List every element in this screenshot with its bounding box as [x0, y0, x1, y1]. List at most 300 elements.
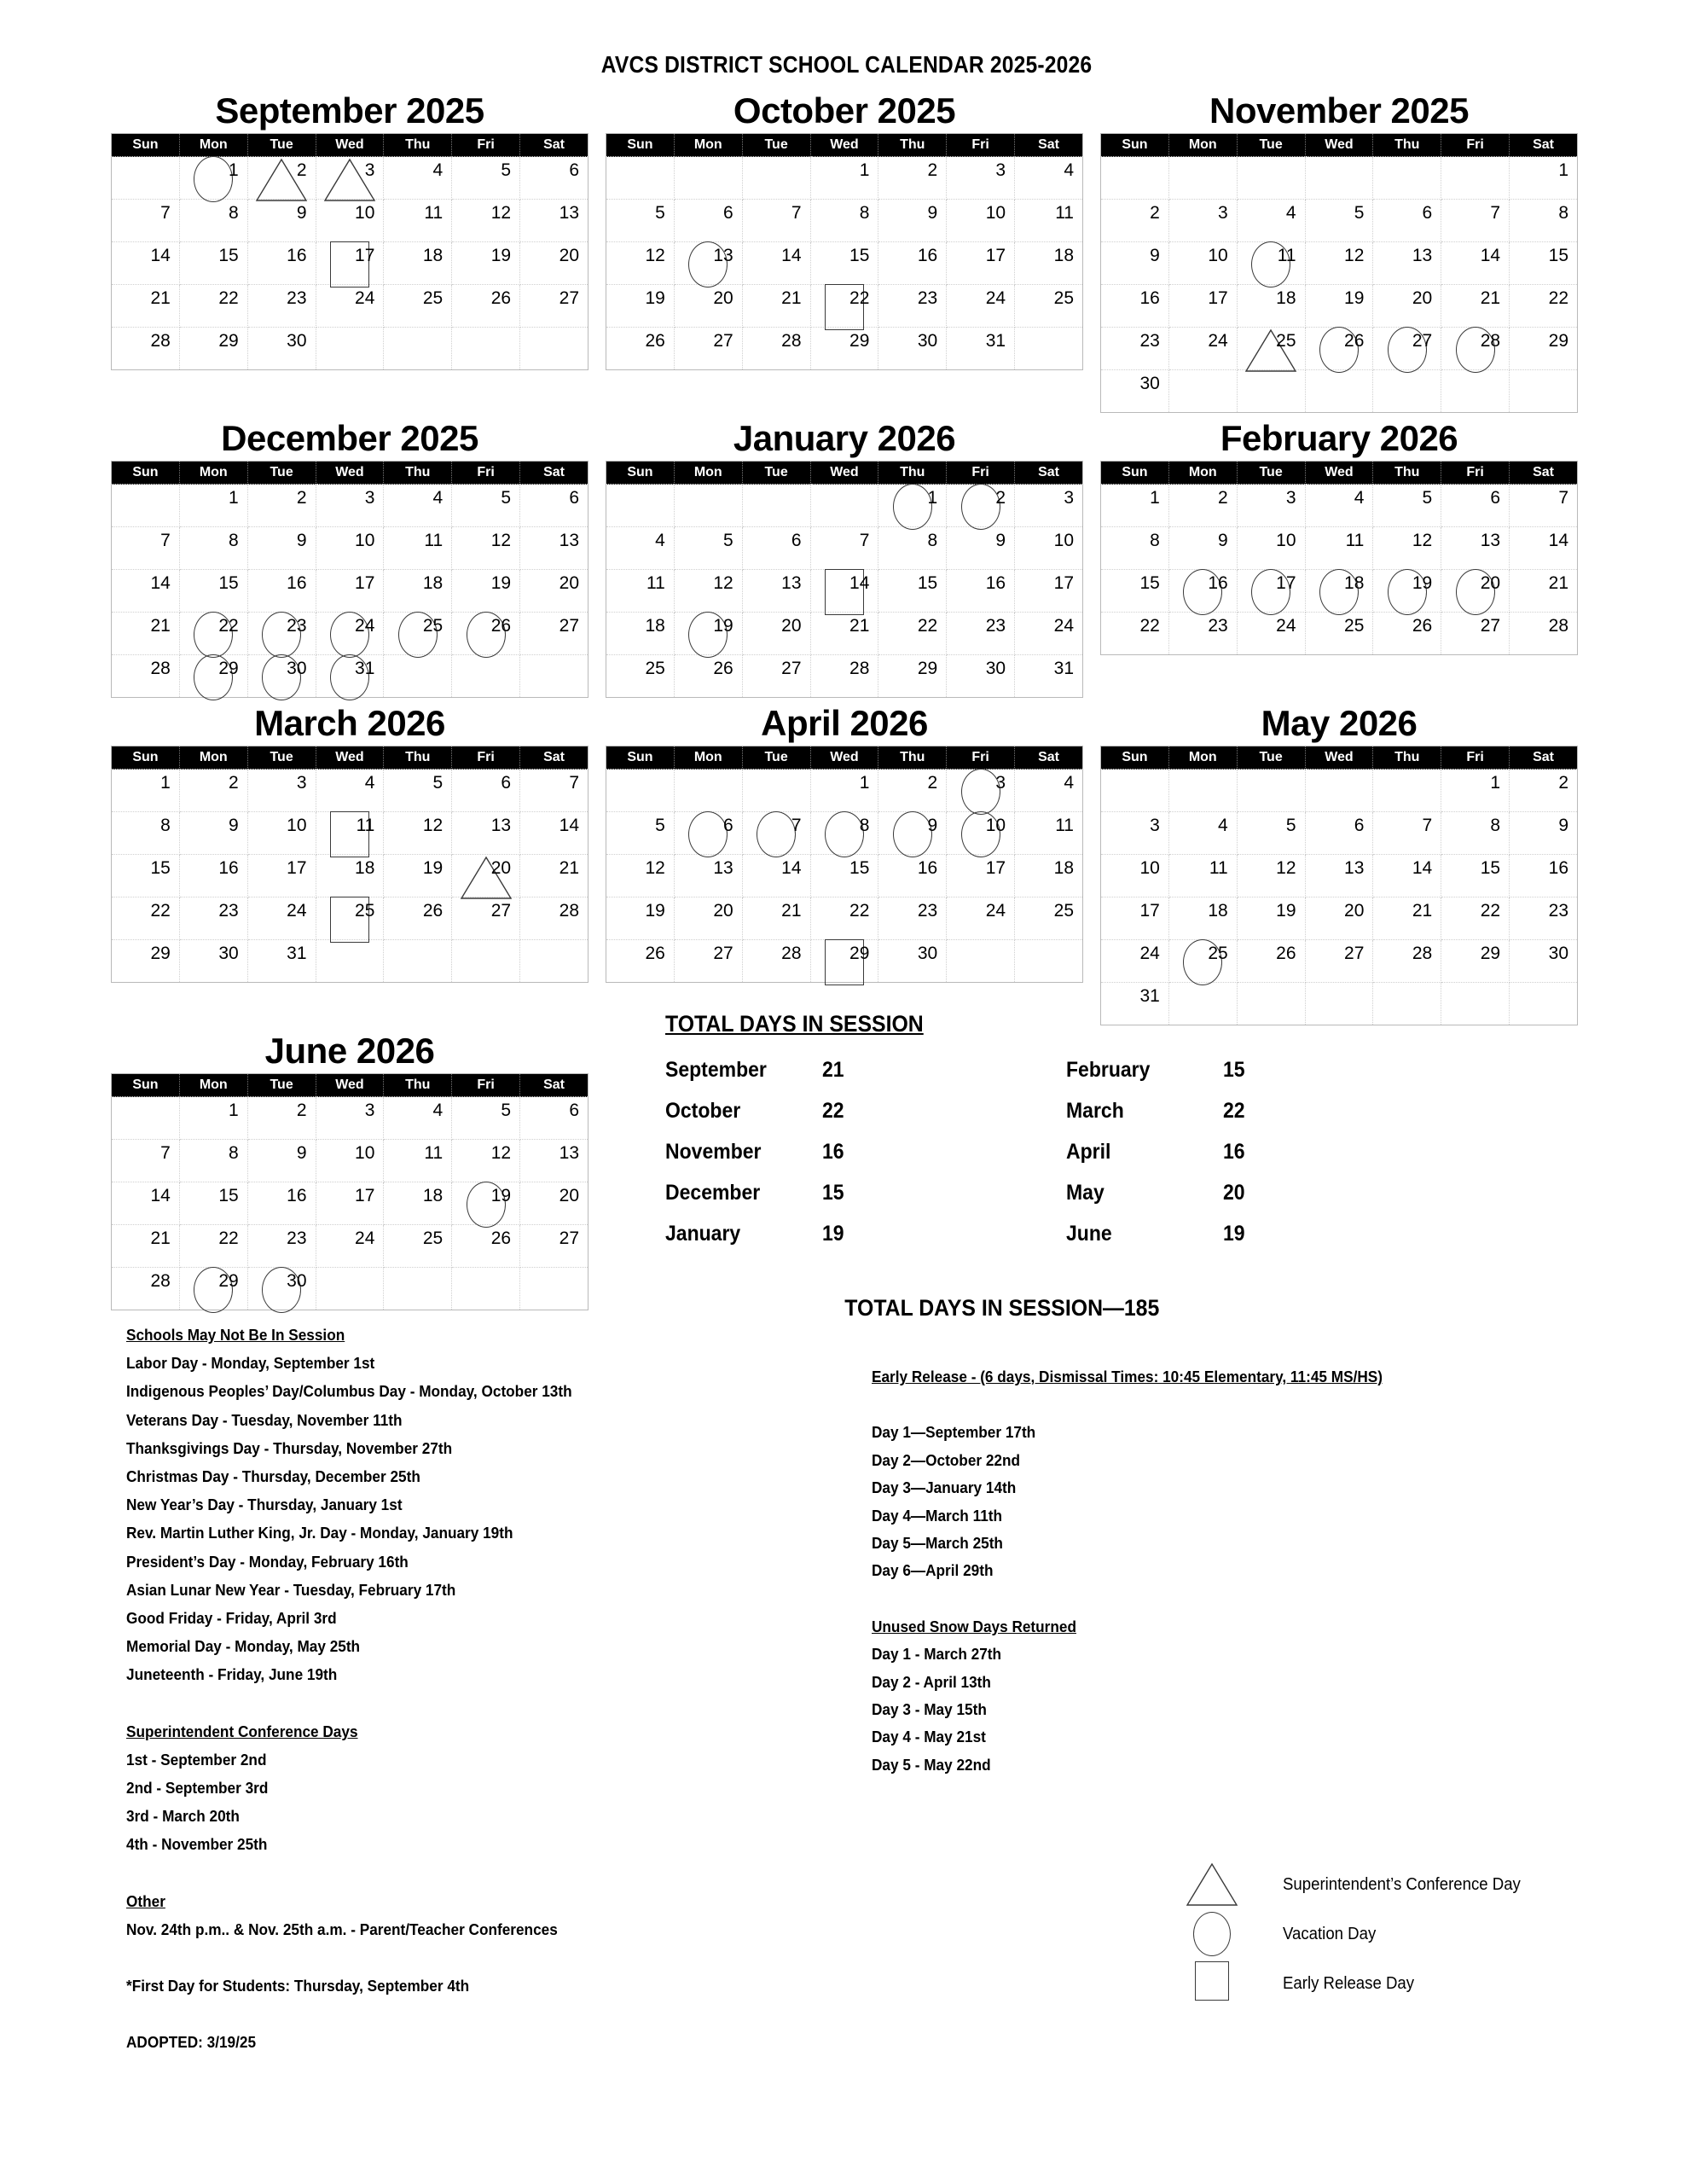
- day-number: 25: [355, 901, 375, 921]
- day-number: 10: [1276, 531, 1296, 550]
- day-cell: [1101, 485, 1169, 527]
- day-number: 29: [849, 331, 870, 351]
- day-number: 26: [1412, 616, 1433, 636]
- spacer: [126, 1943, 777, 1972]
- day-number: 27: [490, 901, 512, 921]
- day-number: 21: [849, 616, 870, 636]
- day-cell: [520, 812, 588, 855]
- empty-day-cell: [1373, 770, 1441, 812]
- month-title: May 2026: [1261, 703, 1418, 743]
- month-block: [1092, 90, 1586, 413]
- week-row: [1101, 940, 1578, 983]
- weekday-header-sat: Sat: [1015, 462, 1083, 485]
- vacation-day-circle-icon: [1186, 1912, 1238, 1956]
- day-cell: [606, 527, 675, 570]
- totals-day-count: 22: [1223, 1099, 1245, 1123]
- day-cell: [674, 570, 742, 613]
- day-cell: [742, 940, 810, 983]
- day-cell: [1441, 285, 1510, 328]
- day-number: 25: [1208, 944, 1228, 963]
- day-cell: [947, 242, 1015, 285]
- day-cell: [674, 812, 742, 855]
- day-number: 4: [655, 531, 665, 550]
- weekday-header-row: [606, 134, 1083, 157]
- week-row: [1101, 570, 1578, 613]
- day-number: 23: [985, 616, 1006, 636]
- totals-row: [1066, 1172, 1404, 1213]
- day-number: 16: [917, 858, 938, 878]
- day-number: 20: [1344, 901, 1365, 921]
- day-cell: [1510, 527, 1578, 570]
- day-cell: [742, 328, 810, 370]
- day-number: 2: [296, 160, 307, 180]
- day-cell: [247, 655, 316, 698]
- day-cell: [520, 157, 588, 200]
- week-row: [606, 770, 1083, 812]
- day-cell: [1510, 897, 1578, 940]
- weekday-header-thu: Thu: [384, 134, 452, 157]
- day-cell: [384, 897, 452, 940]
- totals-row: [1066, 1131, 1404, 1172]
- day-cell: [606, 570, 675, 613]
- day-number: 20: [559, 246, 579, 265]
- day-cell: [316, 1140, 384, 1182]
- day-number: 30: [985, 659, 1006, 678]
- empty-day-cell: [452, 1268, 520, 1310]
- day-cell: [1168, 328, 1237, 370]
- day-cell: [947, 855, 1015, 897]
- day-number: 19: [490, 573, 512, 593]
- week-row: [1101, 285, 1578, 328]
- day-number: 31: [287, 944, 307, 963]
- month-title: January 2026: [733, 418, 956, 458]
- day-number: 2: [1558, 773, 1568, 793]
- day-cell: [247, 1225, 316, 1268]
- day-number: 29: [218, 659, 239, 678]
- day-number: 9: [296, 1143, 307, 1163]
- day-cell: [1373, 285, 1441, 328]
- week-row: [112, 940, 588, 983]
- conference-days-heading: Superintendent Conference Days: [126, 1722, 358, 1740]
- day-number: 11: [424, 1143, 444, 1163]
- weekday-header-sat: Sat: [1510, 746, 1578, 770]
- weekday-header-wed: Wed: [316, 746, 384, 770]
- day-cell: [1015, 570, 1083, 613]
- weekday-header-sun: Sun: [606, 134, 675, 157]
- day-number: 12: [713, 573, 733, 593]
- day-cell: [179, 328, 247, 370]
- day-number: 13: [713, 858, 733, 878]
- week-row: [1101, 485, 1578, 527]
- weekday-header-thu: Thu: [878, 746, 947, 770]
- day-number: 22: [1480, 901, 1501, 921]
- weekday-header-thu: Thu: [384, 746, 452, 770]
- day-cell: [674, 940, 742, 983]
- day-cell: [1441, 812, 1510, 855]
- day-cell: [452, 200, 520, 242]
- day-cell: [452, 1182, 520, 1225]
- day-cell: [384, 485, 452, 527]
- day-number: 15: [849, 858, 870, 878]
- day-cell: [1101, 897, 1169, 940]
- day-cell: [1441, 527, 1510, 570]
- month-table: [111, 133, 588, 370]
- day-number: 17: [1276, 573, 1296, 593]
- day-cell: [520, 242, 588, 285]
- weekday-header-mon: Mon: [179, 1074, 247, 1097]
- totals-row: [1066, 1090, 1404, 1131]
- weekday-header-mon: Mon: [179, 134, 247, 157]
- day-cell: [1510, 570, 1578, 613]
- empty-day-cell: [1237, 370, 1305, 413]
- weekday-header-sun: Sun: [112, 134, 180, 157]
- week-row: [606, 655, 1083, 698]
- month-title: December 2025: [221, 418, 478, 458]
- day-cell: [384, 613, 452, 655]
- week-row: [112, 1268, 588, 1310]
- day-cell: [1441, 242, 1510, 285]
- day-number: 5: [655, 203, 665, 223]
- day-cell: [112, 770, 180, 812]
- week-row: [112, 613, 588, 655]
- empty-day-cell: [674, 157, 742, 200]
- month-block: [102, 703, 597, 1025]
- early-release-day-square-icon: [1186, 1961, 1238, 2006]
- totals-columns: [665, 1049, 1433, 1254]
- day-cell: [742, 897, 810, 940]
- weekday-header-mon: Mon: [179, 746, 247, 770]
- weekday-header-row: [112, 134, 588, 157]
- day-cell: [878, 940, 947, 983]
- totals-month-label: November: [665, 1140, 762, 1164]
- week-row: [1101, 328, 1578, 370]
- day-cell: [1373, 527, 1441, 570]
- day-cell: [1510, 613, 1578, 655]
- empty-day-cell: [112, 1097, 180, 1140]
- empty-day-cell: [452, 940, 520, 983]
- legend-label: Vacation Day: [1283, 1924, 1377, 1943]
- snow-day-item: Day 4 - May 21st: [872, 1728, 986, 1746]
- day-number: 14: [559, 816, 579, 835]
- day-cell: [1373, 812, 1441, 855]
- day-number: 15: [1548, 246, 1568, 265]
- day-number: 4: [432, 1101, 444, 1120]
- day-cell: [384, 242, 452, 285]
- weekday-header-wed: Wed: [1305, 134, 1373, 157]
- day-number: 9: [1150, 246, 1160, 265]
- day-number: 3: [995, 773, 1006, 793]
- day-cell: [947, 485, 1015, 527]
- week-row: [112, 855, 588, 897]
- no-session-item: Indigenous Peoples’ Day/Columbus Day - Monday, October 13th: [126, 1382, 572, 1401]
- day-number: 27: [1344, 944, 1365, 963]
- day-cell: [947, 157, 1015, 200]
- empty-day-cell: [1015, 328, 1083, 370]
- day-cell: [878, 812, 947, 855]
- day-number: 11: [1209, 858, 1228, 878]
- day-cell: [1168, 200, 1237, 242]
- month-title: March 2026: [254, 703, 445, 743]
- empty-day-cell: [1373, 370, 1441, 413]
- day-cell: [452, 570, 520, 613]
- day-cell: [947, 285, 1015, 328]
- day-cell: [247, 1268, 316, 1310]
- day-number: 23: [218, 901, 239, 921]
- day-cell: [1441, 328, 1510, 370]
- day-number: 15: [849, 246, 870, 265]
- day-cell: [112, 200, 180, 242]
- week-row: [1101, 370, 1578, 413]
- week-row: [112, 157, 588, 200]
- empty-day-cell: [520, 655, 588, 698]
- day-number: 1: [229, 488, 239, 508]
- day-number: 12: [1412, 531, 1433, 550]
- day-number: 25: [1344, 616, 1365, 636]
- day-cell: [878, 570, 947, 613]
- day-cell: [947, 527, 1015, 570]
- day-number: 3: [1150, 816, 1160, 835]
- day-cell: [1101, 855, 1169, 897]
- day-number: 5: [501, 488, 512, 508]
- day-number: 22: [849, 288, 870, 308]
- day-cell: [1305, 812, 1373, 855]
- day-number: 11: [356, 816, 375, 835]
- empty-day-cell: [1305, 157, 1373, 200]
- weekday-header-sun: Sun: [112, 1074, 180, 1097]
- day-cell: [179, 200, 247, 242]
- day-cell: [1237, 328, 1305, 370]
- day-cell: [247, 613, 316, 655]
- no-session-item: Asian Lunar New Year - Tuesday, February 17th: [126, 1580, 456, 1599]
- day-number: 15: [1480, 858, 1501, 878]
- totals-row: [665, 1131, 1034, 1172]
- day-number: 28: [781, 331, 802, 351]
- day-number: 19: [490, 246, 512, 265]
- day-cell: [520, 1225, 588, 1268]
- day-number: 2: [296, 1101, 307, 1120]
- totals-row: [665, 1049, 1034, 1090]
- day-cell: [1510, 200, 1578, 242]
- week-row: [1101, 855, 1578, 897]
- day-number: 31: [985, 331, 1006, 351]
- month-block: [102, 1031, 597, 1310]
- early-release-item: Day 1—September 17th: [872, 1423, 1036, 1442]
- totals-day-count: 15: [822, 1181, 844, 1205]
- totals-column-right: [1066, 1049, 1433, 1254]
- day-cell: [1441, 770, 1510, 812]
- day-cell: [878, 242, 947, 285]
- day-cell: [247, 328, 316, 370]
- day-number: 24: [355, 1228, 375, 1248]
- month-title: October 2025: [733, 90, 956, 131]
- totals-month-label: June: [1066, 1222, 1112, 1246]
- day-cell: [1015, 285, 1083, 328]
- day-cell: [1237, 855, 1305, 897]
- empty-day-cell: [316, 940, 384, 983]
- early-release-heading: Early Release - (6 days, Dismissal Times: 10:45 Elementary, 11:45 MS/HS): [872, 1368, 1383, 1385]
- day-cell: [520, 570, 588, 613]
- empty-day-cell: [384, 328, 452, 370]
- day-cell: [179, 897, 247, 940]
- day-number: 28: [150, 659, 171, 678]
- day-cell: [1237, 570, 1305, 613]
- day-number: 16: [917, 246, 938, 265]
- day-cell: [1510, 770, 1578, 812]
- day-cell: [606, 285, 675, 328]
- empty-day-cell: [606, 770, 675, 812]
- day-cell: [520, 1182, 588, 1225]
- day-number: 16: [1208, 573, 1228, 593]
- weekday-header-thu: Thu: [384, 462, 452, 485]
- day-number: 1: [229, 160, 239, 180]
- conference-day-item: 4th - November 25th: [126, 1835, 268, 1854]
- day-number: 12: [1344, 246, 1365, 265]
- day-cell: [810, 897, 878, 940]
- week-row: [112, 655, 588, 698]
- day-number: 19: [713, 616, 733, 636]
- day-cell: [247, 570, 316, 613]
- day-cell: [247, 485, 316, 527]
- day-cell: [674, 897, 742, 940]
- day-cell: [179, 527, 247, 570]
- empty-day-cell: [1510, 983, 1578, 1025]
- day-number: 25: [645, 659, 665, 678]
- day-number: 25: [1053, 288, 1074, 308]
- day-number: 6: [1422, 203, 1433, 223]
- weekday-header-row: [1101, 134, 1578, 157]
- day-cell: [1168, 527, 1237, 570]
- day-number: 22: [917, 616, 938, 636]
- week-row: [606, 613, 1083, 655]
- totals-day-count: 21: [822, 1058, 844, 1082]
- weekday-header-mon: Mon: [1168, 134, 1237, 157]
- day-number: 11: [1277, 246, 1296, 265]
- empty-day-cell: [112, 157, 180, 200]
- day-number: 30: [287, 331, 307, 351]
- day-cell: [112, 1182, 180, 1225]
- day-cell: [316, 1225, 384, 1268]
- day-cell: [112, 1225, 180, 1268]
- day-number: 1: [859, 160, 870, 180]
- day-number: 8: [927, 531, 938, 550]
- day-number: 14: [150, 1186, 171, 1205]
- day-number: 27: [559, 616, 579, 636]
- day-cell: [1237, 200, 1305, 242]
- day-number: 4: [1354, 488, 1365, 508]
- day-number: 3: [1218, 203, 1228, 223]
- day-cell: [1441, 940, 1510, 983]
- weekday-header-thu: Thu: [878, 462, 947, 485]
- day-number: 2: [296, 488, 307, 508]
- week-row: [606, 200, 1083, 242]
- day-number: 23: [1208, 616, 1228, 636]
- day-number: 4: [1285, 203, 1296, 223]
- day-cell: [520, 200, 588, 242]
- week-row: [1101, 242, 1578, 285]
- day-number: 9: [1558, 816, 1568, 835]
- day-cell: [1015, 897, 1083, 940]
- day-number: 28: [559, 901, 579, 921]
- snow-day-item: Day 3 - May 15th: [872, 1700, 987, 1719]
- day-cell: [810, 527, 878, 570]
- day-cell: [606, 897, 675, 940]
- week-row: [1101, 157, 1578, 200]
- day-cell: [1168, 940, 1237, 983]
- day-number: 12: [645, 858, 665, 878]
- day-number: 29: [218, 331, 239, 351]
- day-cell: [674, 527, 742, 570]
- day-cell: [247, 940, 316, 983]
- day-number: 22: [849, 901, 870, 921]
- weekday-header-fri: Fri: [1441, 134, 1510, 157]
- weekday-header-tue: Tue: [247, 1074, 316, 1097]
- week-row: [112, 285, 588, 328]
- day-number: 21: [150, 616, 171, 636]
- day-cell: [1441, 200, 1510, 242]
- week-row: [1101, 770, 1578, 812]
- month-title: February 2026: [1220, 418, 1458, 458]
- day-number: 4: [1064, 773, 1074, 793]
- totals-day-count: 20: [1223, 1181, 1245, 1205]
- day-cell: [520, 897, 588, 940]
- day-cell: [316, 485, 384, 527]
- empty-day-cell: [316, 328, 384, 370]
- day-cell: [878, 613, 947, 655]
- vacation-day-circle-icon: [825, 811, 864, 857]
- day-number: 16: [287, 246, 307, 265]
- early-release-item: Day 2—October 22nd: [872, 1450, 1021, 1469]
- day-number: 27: [713, 944, 733, 963]
- weekday-header-tue: Tue: [1237, 746, 1305, 770]
- day-number: 13: [1344, 858, 1365, 878]
- day-number: 22: [1548, 288, 1568, 308]
- day-number: 12: [490, 1143, 512, 1163]
- day-number: 8: [1490, 816, 1501, 835]
- day-cell: [742, 570, 810, 613]
- day-cell: [1101, 812, 1169, 855]
- day-number: 26: [645, 331, 665, 351]
- day-cell: [1015, 613, 1083, 655]
- day-number: 20: [713, 901, 733, 921]
- day-cell: [606, 812, 675, 855]
- day-number: 29: [849, 944, 870, 963]
- day-number: 18: [422, 246, 444, 265]
- day-cell: [1305, 570, 1373, 613]
- day-number: 11: [646, 573, 665, 593]
- weekday-header-wed: Wed: [810, 462, 878, 485]
- day-cell: [1168, 285, 1237, 328]
- day-cell: [520, 855, 588, 897]
- no-session-item: New Year’s Day - Thursday, January 1st: [126, 1496, 403, 1514]
- day-cell: [247, 770, 316, 812]
- day-cell: [112, 570, 180, 613]
- day-number: 13: [713, 246, 733, 265]
- empty-day-cell: [1168, 770, 1237, 812]
- week-row: [112, 527, 588, 570]
- weekday-header-fri: Fri: [947, 134, 1015, 157]
- day-number: 16: [1548, 858, 1568, 878]
- day-number: 9: [995, 531, 1006, 550]
- weekday-header-sat: Sat: [1015, 746, 1083, 770]
- day-number: 6: [1490, 488, 1501, 508]
- day-number: 4: [1218, 816, 1228, 835]
- empty-day-cell: [1101, 770, 1169, 812]
- day-number: 24: [355, 288, 375, 308]
- day-cell: [112, 855, 180, 897]
- day-cell: [947, 328, 1015, 370]
- day-number: 24: [1139, 944, 1160, 963]
- day-cell: [1237, 285, 1305, 328]
